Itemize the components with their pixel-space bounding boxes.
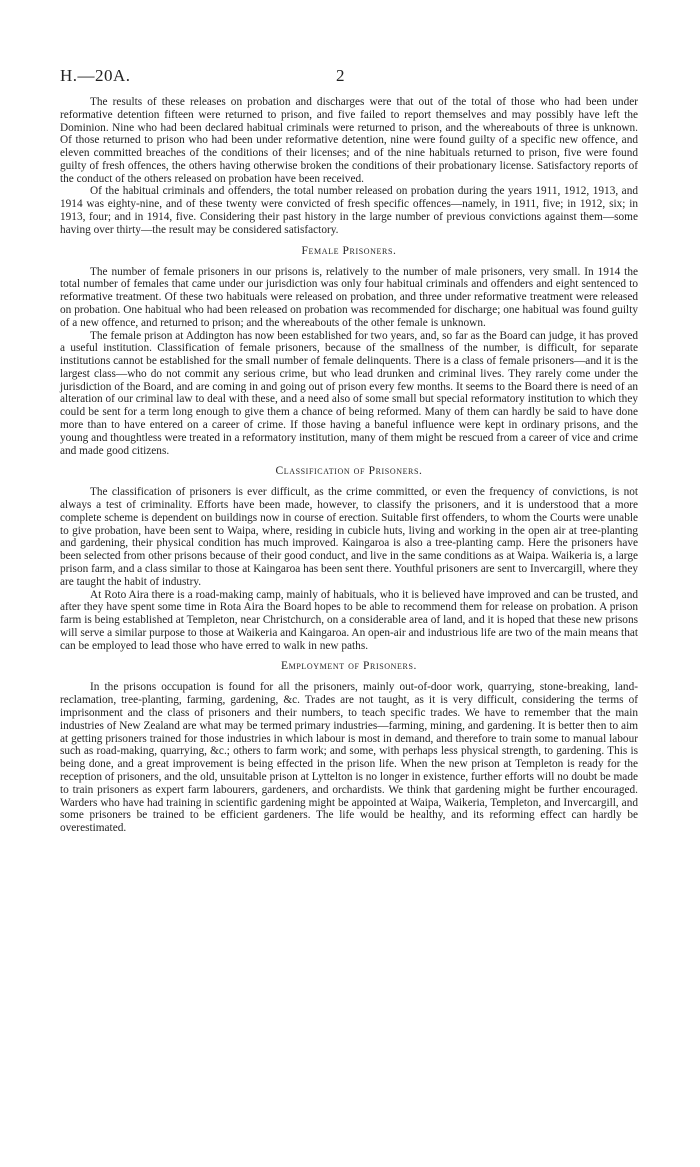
page-number: 2 bbox=[336, 66, 345, 85]
paragraph: Of the habitual criminals and offenders, the total number released on probation during the years 1911, 1912, 1913, and 1914 was eighty-nine, and of these twenty were convicted of fresh specific offences—namely, in 1911, five; in 1912, six; in 1913, four; and in 1914, five. Considering their past history in the large number of previous convictions against them—some having over thirty—the result may be considered satisfactory. bbox=[60, 185, 638, 236]
section-heading: Employment of Prisoners. bbox=[280, 660, 417, 673]
page-header bbox=[60, 66, 638, 96]
section-probation-results bbox=[60, 96, 638, 237]
paragraph: The results of these releases on probation and discharges were that out of the total of those who had been under reformative detention fifteen were returned to prison, and five failed to report themselves and may possibly have left the Dominion. Nine who had been declared habitual criminals were returned to prison, and the whereabouts of three is unknown. Of those returned to prison who had been under reformative detention, nine were found guilty of a specific new offence, and eleven committed breaches of the conditions of their licenses; and of the nine habituals returned to prison, five were found guilty of fresh offences, the others having otherwise broken the conditions of their probationary license. Satisfactory reports of the conduct of the others released on probation have been received. bbox=[60, 96, 638, 185]
paragraph: The number of female prisoners in our prisons is, relatively to the number of male prisoners, very small. In 1914 the total number of females that came under our jurisdiction was only four habitual criminals and offenders and eight sentenced to reformative treatment. Of these two habituals were released on probation, and three under reformative treatment were released on probation. One habitual who had been released on probation was recommended for discharge; one habitual was found guilty of a new offence, and returned to prison; and the whereabouts of the other female is unknown. bbox=[60, 265, 638, 329]
paragraph: In the prisons occupation is found for all the prisoners, mainly out-of-door work, quarrying, stone-breaking, land-reclamation, tree-planting, farming, gardening, &c. Trades are not taught, as it is very difficult, considering the terms of imprisonment and the class of prisoners and their numbers, to teach specific trades. We have to remember that the main industries of New Zealand are what may be termed primary industries—farming, mining, and gardening. It is better then to aim at getting prisoners trained for those industries in which labour is most in demand, and therefore to train some to manual labour such as road-making, quarrying, &c.; others to farm work; and some, with perhaps less physical strength, to gardening. This is being done, and a great improvement is being effected in the prison life. When the new prison at Templeton is ready for the reception of prisoners, and the old, unsuitable prison at Lyttelton is no longer in existence, further efforts will no doubt be made to train prisoners as expert farm labourers, gardeners, and orchardists. We think that gardening might be further encouraged. Warders who have had training in scientific gardening might be appointed at Waipa, Waikeria, Templeton, and Invercargill, and some prisoners be trained to be efficient gardeners. The life would be healthy, and its reforming effect can hardly be overestimated. bbox=[60, 681, 638, 835]
document-page bbox=[60, 66, 638, 835]
section-heading: Classification of Prisoners. bbox=[275, 465, 423, 478]
paragraph: At Roto Aira there is a road-making camp, mainly of habituals, who it is believed have improved and can be trusted, and after they have spent some time in Rota Aira the Board hopes to be able to recommend them for release on probation. A prison farm is being established at Templeton, near Christchurch, on a considerable area of land, and it is hoped that these new prisons will serve a similar purpose to those at Waikeria and Kaingaroa. An open-air and industrious life are two of the main means that can be employed to lead those who have erred to walk in new paths. bbox=[60, 588, 638, 652]
section-female-prisoners bbox=[60, 245, 638, 458]
section-employment bbox=[60, 660, 638, 834]
document-reference: H.—20A. bbox=[60, 66, 131, 85]
section-heading: Female Prisoners. bbox=[301, 244, 397, 257]
paragraph: The classification of prisoners is ever difficult, as the crime committed, or even the frequency of convictions, is not always a test of criminality. Efforts have been made, however, to classify the prisoners, and it is understood that a more complete scheme is dependent on buildings now in course of erection. Suitable first offenders, to whom the Courts were unable to give probation, have been sent to Waipa, where, residing in cubicle huts, living and working in the open air at tree-planting and gardening, their physical condition has much improved. Kaingaroa is also a tree-planting camp. Here the prisoners have been selected from other prisons because of their good conduct, and live in the same conditions as at Waipa. Waikeria is, a large prison farm, and a class similar to those at Kaingaroa has been sent there. Youthful prisoners are sent to Invercargill, where they are taught the habit of industry. bbox=[60, 486, 638, 588]
section-classification bbox=[60, 465, 638, 652]
paragraph: The female prison at Addington has now been established for two years, and, so far as the Board can judge, it has proved a useful institution. Classification of female prisoners, because of the smallness of the number, is difficult, for separate institutions cannot be established for the small number of female delinquents. There is a class of female prisoners—and it is the largest class—who do not commit any serious crime, but who lead drunken and criminal lives. They rarely come under the jurisdiction of the Board, and are coming in and going out of prison every few months. It seems to the Board there is need of an alteration of our criminal law to deal with these, and a need also of some small but special reformatory institution to which they could be sent for a term long enough to give them a chance of being reformed. Many of them can hardly be said to have done more than to have entered on a career of crime. If those having a baneful influence were kept in ordinary prisons, and the young and thoughtless were treated in a reformatory institution, many of them might be rescued from a career of vice and crime and made good citizens. bbox=[60, 329, 638, 457]
